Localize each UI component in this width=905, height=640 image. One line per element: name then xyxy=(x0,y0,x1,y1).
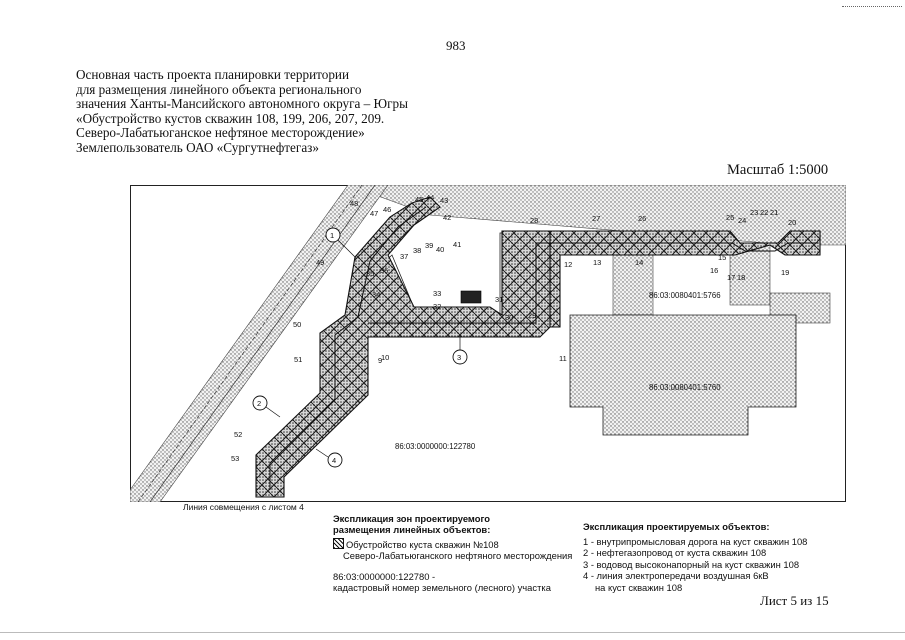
point-44: 44 xyxy=(426,193,435,202)
legend-objects xyxy=(583,521,807,594)
point-27: 27 xyxy=(592,214,601,223)
legend-zones-header-1: Экспликация зон проектируемого xyxy=(333,513,490,524)
point-12: 12 xyxy=(564,260,573,269)
point-37: 37 xyxy=(400,252,409,261)
point-19: 19 xyxy=(781,268,790,277)
parcel-label-5760: 86:03:0080401:5760 xyxy=(649,383,721,392)
point-34: 34 xyxy=(372,290,381,299)
well-pad-symbol xyxy=(461,291,481,303)
point-35: 35 xyxy=(366,269,375,278)
point-25: 25 xyxy=(726,213,735,222)
svg-text:3: 3 xyxy=(457,353,462,362)
point-9: 9 xyxy=(378,356,383,365)
legend-zones-item-2-cont: кадастровый номер земельного (лесного) участка xyxy=(333,582,551,594)
title-line: Северо-Лабатьюганское нефтяное месторождение» xyxy=(76,125,365,141)
point-21: 21 xyxy=(770,208,779,217)
point-38: 38 xyxy=(413,246,422,255)
legend-zones xyxy=(333,513,572,593)
point-36: 36 xyxy=(380,266,389,275)
point-43: 43 xyxy=(440,196,449,205)
legend-object-4-cont: на куст скважин 108 xyxy=(595,581,683,593)
point-47: 47 xyxy=(370,209,379,218)
point-41: 41 xyxy=(453,240,462,249)
point-49: 49 xyxy=(316,258,325,267)
page-number: 983 xyxy=(446,38,466,53)
point-30: 30 xyxy=(505,313,514,322)
parcel-label-5766: 86:03:0080401:5766 xyxy=(649,291,721,300)
legend-objects-header: Экспликация проектируемых объектов: xyxy=(583,521,770,532)
svg-text:4: 4 xyxy=(332,456,337,465)
legend-object-2: 2 - нефтегазопровод от куста скважин 108 xyxy=(583,547,767,559)
point-32: 32 xyxy=(433,302,442,311)
point-10: 10 xyxy=(381,353,390,362)
legend-zones-item-1-cont: Северо-Лабатьюганского нефтяного месторождения xyxy=(343,550,573,562)
svg-text:1: 1 xyxy=(330,231,335,240)
planning-map xyxy=(130,185,846,502)
parcel-label-122780: 86:03:0000000:122780 xyxy=(395,442,476,451)
point-52: 52 xyxy=(234,430,243,439)
point-42: 42 xyxy=(443,213,452,222)
legend-object-4: 4 - линия электропередачи воздушная 6кВ xyxy=(583,570,769,582)
point-11: 11 xyxy=(559,354,567,363)
point-45: 45 xyxy=(415,195,424,204)
sheet-number: Лист 5 из 15 xyxy=(760,593,829,608)
point-23: 23 xyxy=(750,208,759,217)
scale-label: Масштаб 1:5000 xyxy=(727,162,829,178)
point-15: 15 xyxy=(718,253,727,262)
top-edge-dots xyxy=(842,6,902,8)
point-53: 53 xyxy=(231,454,240,463)
bottom-scan-line xyxy=(0,632,905,633)
legend-object-1: 1 - внутрипромысловая дорога на куст скважин 108 xyxy=(583,535,808,547)
point-17: 17 xyxy=(727,273,736,282)
point-26: 26 xyxy=(638,214,647,223)
point-13: 13 xyxy=(593,258,602,267)
point-18: 18 xyxy=(737,273,746,282)
point-31: 31 xyxy=(495,295,504,304)
point-39: 39 xyxy=(425,241,434,250)
point-46: 46 xyxy=(383,205,392,214)
hatched-zone-swatch-icon xyxy=(333,538,344,549)
point-24: 24 xyxy=(738,216,747,225)
legend-object-3: 3 - водовод высоконапорный на куст скважин 108 xyxy=(583,558,800,570)
title-block xyxy=(76,68,436,156)
title-line: «Обустройство кустов скважин 108, 199, 206, 207, 209. xyxy=(76,110,385,126)
point-14: 14 xyxy=(635,258,644,267)
point-51: 51 xyxy=(294,355,303,364)
legend-zones-header-2: размещения линейных объектов: xyxy=(333,524,491,536)
point-22: 22 xyxy=(760,208,769,217)
legend-zones-item-2: 86:03:0000000:122780 - xyxy=(333,570,436,582)
point-29: 29 xyxy=(528,311,537,320)
point-40: 40 xyxy=(436,245,445,254)
title-line: Основная часть проекта планировки территории xyxy=(76,67,350,82)
title-line: для размещения линейного объекта регионального xyxy=(76,81,362,97)
title-line: значения Ханты-Мансийского автономного округа – Югры xyxy=(76,96,408,112)
point-50: 50 xyxy=(293,320,302,329)
point-20: 20 xyxy=(788,218,797,227)
map-caption: Линия совмещения с листом 4 xyxy=(183,502,304,512)
point-48: 48 xyxy=(350,199,359,208)
point-16: 16 xyxy=(710,266,719,275)
svg-text:2: 2 xyxy=(257,399,262,408)
point-28: 28 xyxy=(530,216,539,225)
title-line: Землепользователь ОАО «Сургутнефтегаз» xyxy=(76,139,319,155)
point-33: 33 xyxy=(433,289,442,298)
legend-zones-item-1: Обустройство куста скважин №108 xyxy=(333,538,572,550)
